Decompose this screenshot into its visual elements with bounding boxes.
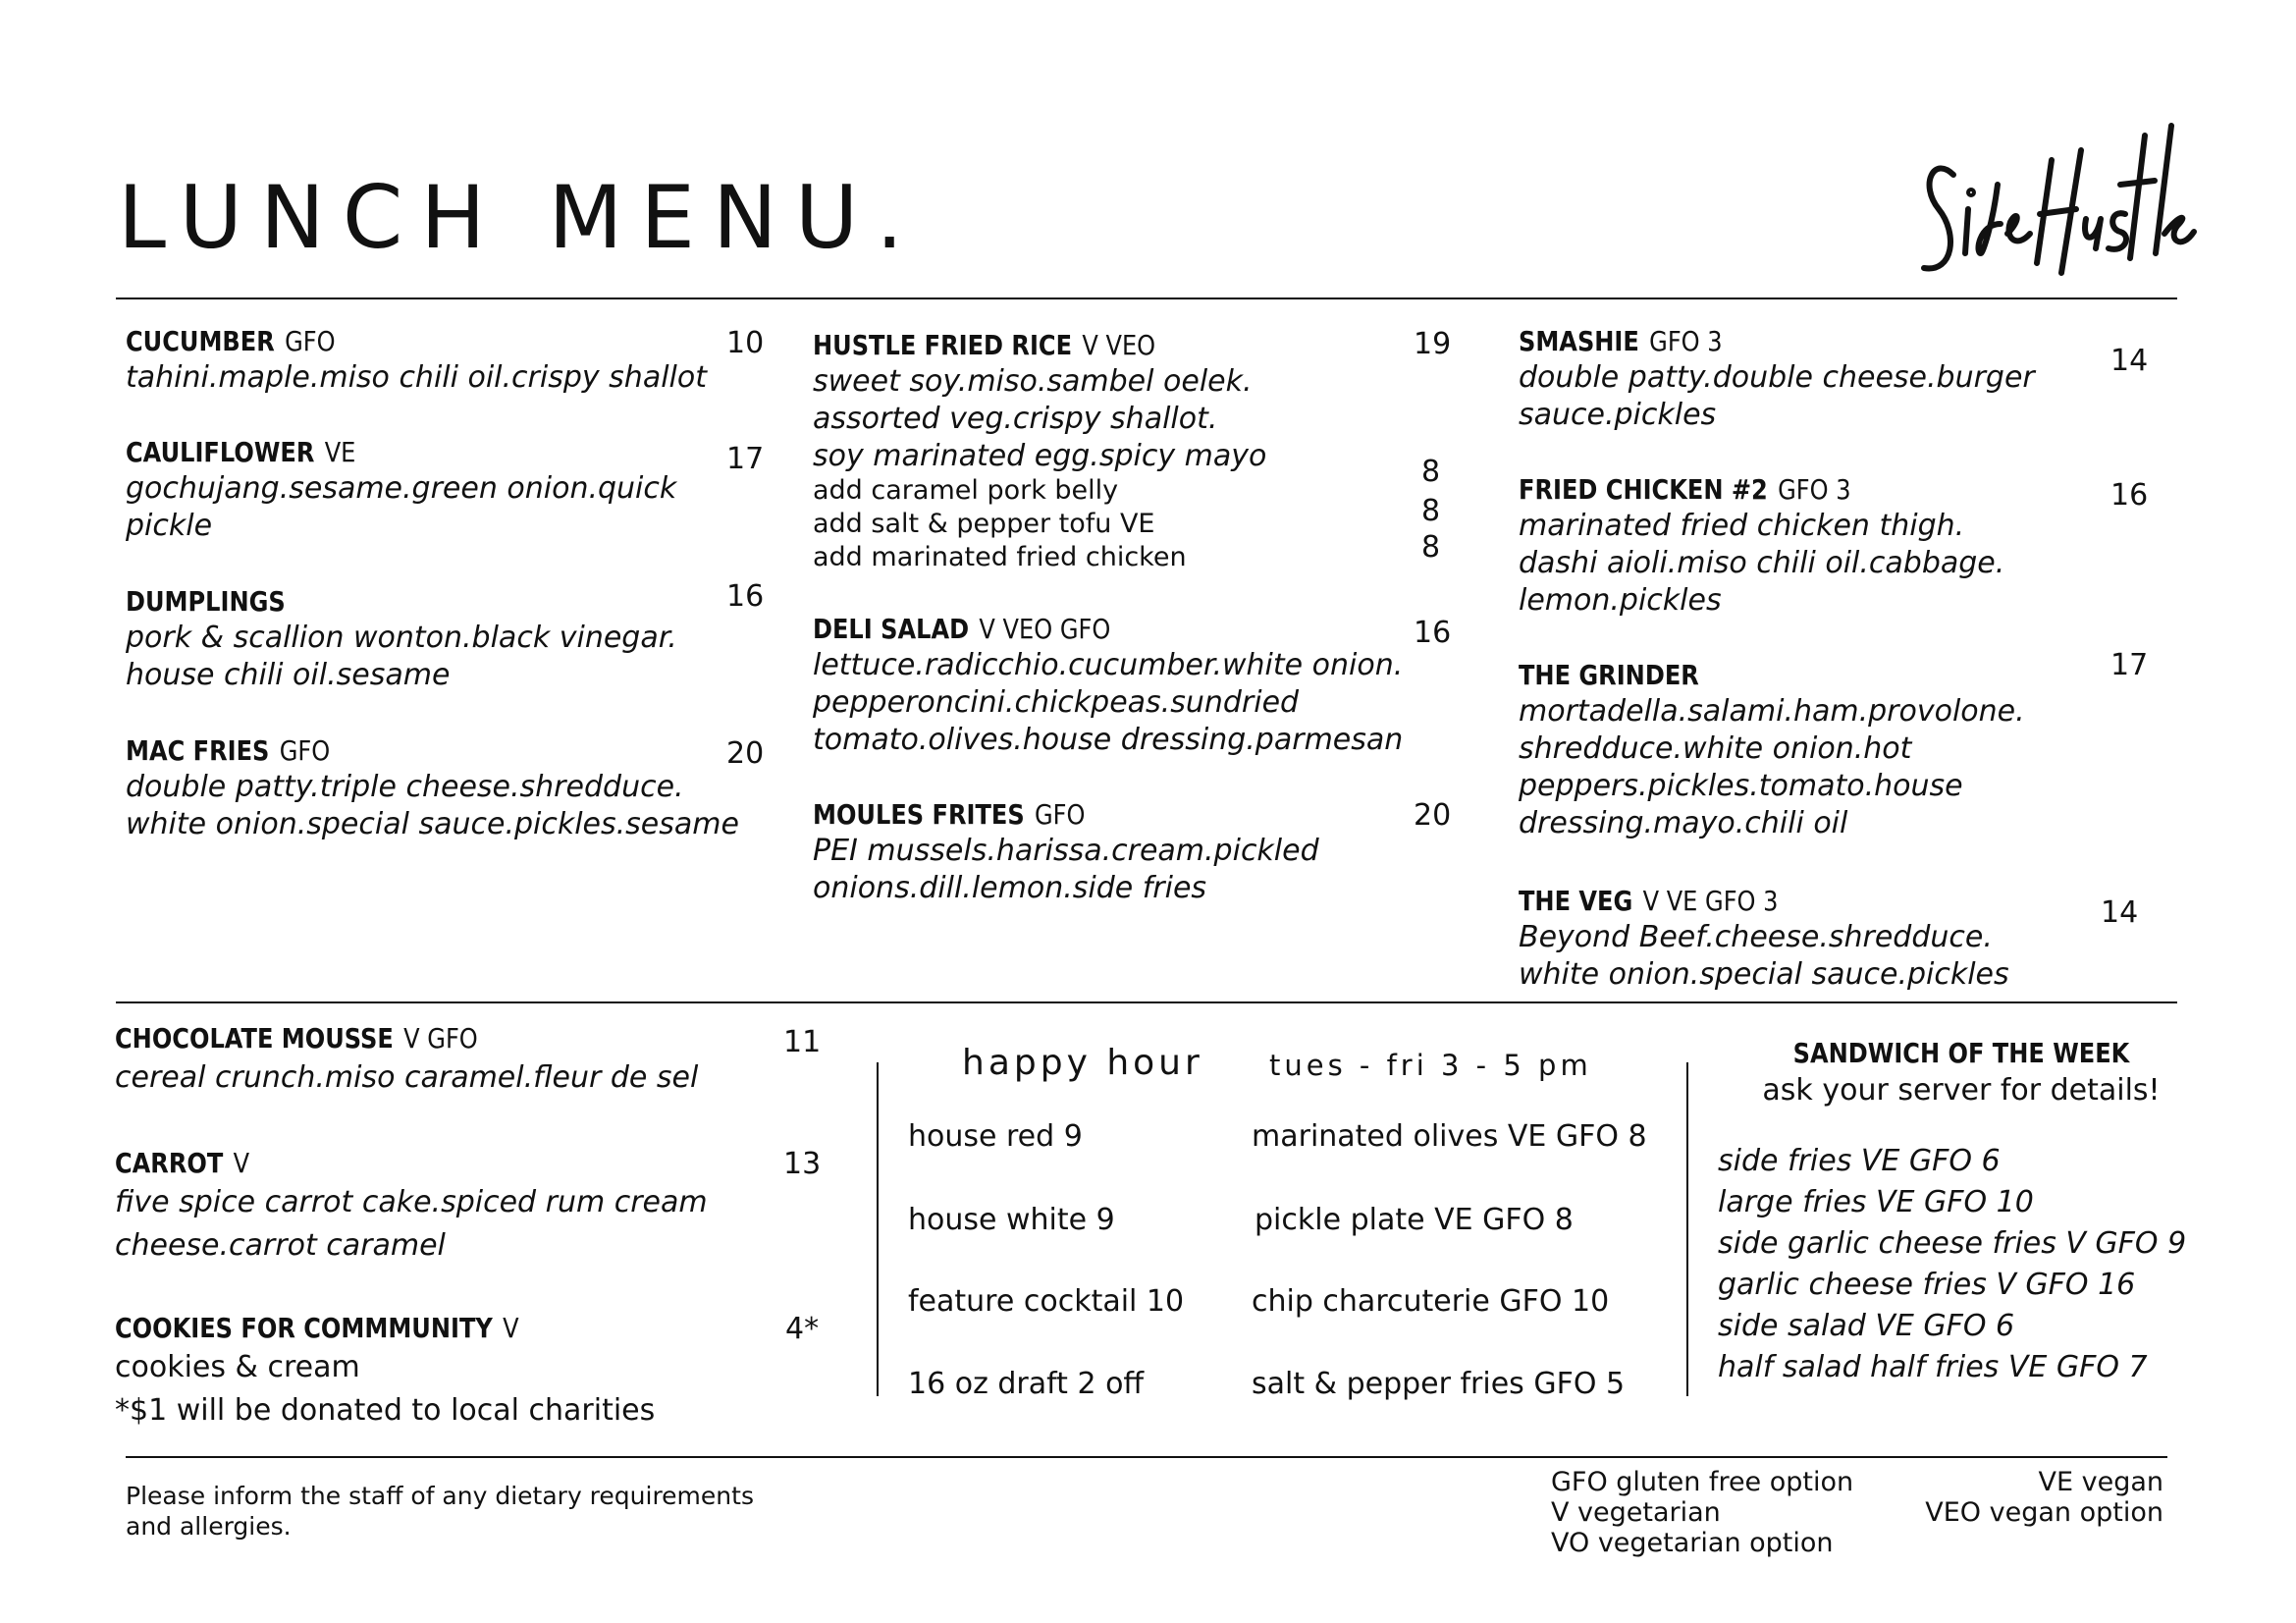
footer-divider xyxy=(126,1456,2167,1458)
side-item: large fries VE GFO 10 xyxy=(1718,1185,2034,1219)
item-price: 20 xyxy=(726,736,765,771)
item-name: HUSTLE FRIED RICE xyxy=(813,329,1073,361)
legend-entry: VE vegan xyxy=(2038,1467,2163,1497)
item-name: CHOCOLATE MOUSSE xyxy=(115,1022,394,1055)
menu-item xyxy=(813,328,1441,475)
addon-price: 8 xyxy=(1421,494,1441,528)
menu-item xyxy=(126,584,754,694)
legend-left xyxy=(1551,1467,1853,1558)
item-name: SMASHIE xyxy=(1519,325,1639,357)
addon-item: add marinated fried chicken xyxy=(813,542,1187,572)
item-name: CAULIFLOWER xyxy=(126,436,315,468)
happy-hour-snack: pickle plate VE GFO 8 xyxy=(1255,1203,1574,1237)
side-hustle-logo xyxy=(1914,116,2199,288)
item-price: 19 xyxy=(1414,327,1452,361)
item-tags: V xyxy=(233,1147,250,1179)
side-item: side fries VE GFO 6 xyxy=(1718,1144,2001,1178)
item-price: 11 xyxy=(783,1025,822,1059)
item-name: THE GRINDER xyxy=(1519,659,1699,691)
item-price: 14 xyxy=(2110,344,2149,378)
item-tags: V GFO xyxy=(403,1022,478,1055)
legend-entry: V vegetarian xyxy=(1551,1497,1721,1528)
legend-entry: GFO gluten free option xyxy=(1551,1467,1854,1497)
item-price: 16 xyxy=(1414,616,1452,650)
item-desc: double patty.double cheese.burger sauce.pickles xyxy=(1519,360,2035,432)
item-price: 14 xyxy=(2101,895,2139,930)
item-tags: GFO xyxy=(1035,798,1086,831)
item-desc: double patty.triple cheese.shredduce. white onion.special sauce.pickles.sesame xyxy=(126,770,739,841)
legend-entry: VEO vegan option xyxy=(1925,1497,2163,1528)
item-price: 16 xyxy=(2110,478,2149,513)
menu-item xyxy=(1519,324,2127,434)
happy-hour-title: happy hour xyxy=(962,1043,1203,1083)
happy-hour-snack: chip charcuterie GFO 10 xyxy=(1252,1284,1610,1319)
item-desc: cereal crunch.miso caramel.fleur de sel xyxy=(115,1060,699,1095)
happy-hour-drink: house red 9 xyxy=(908,1119,1083,1154)
item-name: DUMPLINGS xyxy=(126,585,286,618)
item-desc: five spice carrot cake.spiced rum cream cheese.carrot caramel xyxy=(115,1185,708,1263)
sides-list xyxy=(1718,1141,2186,1388)
side-item: side garlic cheese fries V GFO 9 xyxy=(1718,1226,2187,1261)
item-price: 16 xyxy=(726,579,765,614)
item-price: 20 xyxy=(1414,798,1452,833)
addon-price: 8 xyxy=(1421,530,1441,565)
menu-item xyxy=(813,797,1441,907)
item-desc: PEI mussels.harissa.cream.pickled onions.dill.lemon.side fries xyxy=(813,834,1319,905)
happy-hour-drink: feature cocktail 10 xyxy=(908,1284,1185,1319)
addon-item: add salt & pepper tofu VE xyxy=(813,509,1155,539)
item-name: CUCUMBER xyxy=(126,325,275,357)
dessert-item xyxy=(115,1311,861,1433)
item-name: COOKIES FOR COMMMUNITY xyxy=(115,1312,493,1344)
item-name: MOULES FRITES xyxy=(813,798,1025,831)
sandwich-subtitle: ask your server for details! xyxy=(1762,1073,2161,1108)
menu-item xyxy=(126,324,754,397)
item-tags: V xyxy=(503,1312,519,1344)
happy-hour-time: tues - fri 3 - 5 pm xyxy=(1269,1049,1592,1082)
legend-entry: VO vegetarian option xyxy=(1551,1528,1834,1558)
item-tags: V VE GFO 3 xyxy=(1642,885,1779,917)
menu-item xyxy=(1519,658,2127,842)
legend-right xyxy=(1865,1467,2163,1528)
side-item: side salad VE GFO 6 xyxy=(1718,1309,2015,1343)
item-tags: VE xyxy=(324,436,356,468)
item-name: THE VEG xyxy=(1519,885,1633,917)
item-tags: GFO 3 xyxy=(1649,325,1723,357)
item-desc: marinated fried chicken thigh. dashi aioli.miso chili oil.cabbage. lemon.pickles xyxy=(1519,509,2005,618)
sandwich-title: SANDWICH OF THE WEEK xyxy=(1792,1037,2130,1069)
item-desc: Beyond Beef.cheese.shredduce. white onion.special sauce.pickles xyxy=(1519,920,2009,992)
menu-item xyxy=(1519,472,2127,620)
item-price: 13 xyxy=(783,1147,822,1181)
item-name: FRIED CHICKEN #2 xyxy=(1519,473,1768,506)
menu-item xyxy=(813,612,1461,759)
item-desc: sweet soy.miso.sambel oelek. assorted veg.crispy shallot. soy marinated egg.spicy mayo xyxy=(813,364,1267,473)
item-desc: pork & scallion wonton.black vinegar. house chili oil.sesame xyxy=(126,621,677,692)
addon-item: add caramel pork belly xyxy=(813,475,1119,506)
dietary-note: Please inform the staff of any dietary requirements and allergies. xyxy=(126,1482,754,1541)
item-tags: V VEO xyxy=(1082,329,1156,361)
item-tags: GFO xyxy=(279,734,331,767)
happy-hour-snack: marinated olives VE GFO 8 xyxy=(1252,1119,1647,1154)
item-price: 17 xyxy=(2110,648,2149,682)
item-name: DELI SALAD xyxy=(813,613,970,645)
dessert-item xyxy=(115,1021,802,1100)
dessert-item xyxy=(115,1146,802,1268)
menu-item xyxy=(126,733,813,843)
item-desc: gochujang.sesame.green onion.quick pickle xyxy=(126,471,677,543)
happy-hour-divider-left xyxy=(877,1062,879,1396)
happy-hour-drink: 16 oz draft 2 off xyxy=(908,1367,1145,1401)
item-tags: V VEO GFO xyxy=(979,613,1111,645)
item-desc: lettuce.radicchio.cucumber.white onion. pepperoncini.chickpeas.sundried tomato.olives.house dressing.parmesan xyxy=(813,648,1404,757)
header-divider xyxy=(116,298,2177,299)
section-divider xyxy=(116,1001,2177,1003)
item-price: 10 xyxy=(726,326,765,360)
item-price: 17 xyxy=(726,442,765,476)
happy-hour-snack: salt & pepper fries GFO 5 xyxy=(1252,1367,1626,1401)
menu-item xyxy=(126,435,754,545)
happy-hour-drink: house white 9 xyxy=(908,1203,1115,1237)
menu-item xyxy=(1519,884,2127,994)
item-name: MAC FRIES xyxy=(126,734,270,767)
side-item: garlic cheese fries V GFO 16 xyxy=(1718,1268,2136,1302)
item-desc: cookies & cream *$1 will be donated to local charities xyxy=(115,1350,656,1428)
side-item: half salad half fries VE GFO 7 xyxy=(1718,1350,2148,1384)
item-price: 4* xyxy=(785,1312,820,1346)
item-name: CARROT xyxy=(115,1147,224,1179)
item-tags: GFO xyxy=(285,325,336,357)
addon-price: 8 xyxy=(1421,455,1441,489)
item-desc: mortadella.salami.ham.provolone. shredduce.white onion.hot peppers.pickles.tomato.house dressing.mayo.chili oil xyxy=(1519,694,2025,840)
addon-list xyxy=(813,474,1461,574)
page-title: LUNCH MENU. xyxy=(118,167,922,268)
happy-hour-divider-right xyxy=(1686,1062,1688,1396)
item-desc: tahini.maple.miso chili oil.crispy shallot xyxy=(126,360,707,395)
item-tags: GFO 3 xyxy=(1778,473,1851,506)
